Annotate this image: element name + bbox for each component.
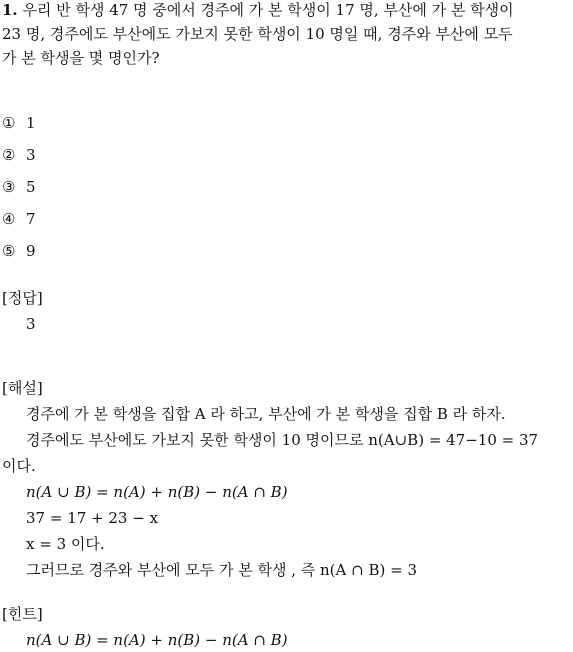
choice-2-mark: ② [2, 146, 16, 164]
choice-5-mark: ⑤ [2, 242, 16, 260]
choice-4-value: 7 [26, 210, 36, 228]
choice-1-value: 1 [26, 114, 36, 132]
choice-2[interactable] [2, 145, 36, 165]
choice-4-mark: ④ [2, 210, 16, 228]
choice-2-value: 3 [26, 146, 36, 164]
choice-1-mark: ① [2, 114, 16, 132]
explanation-label: [해설] [2, 379, 43, 397]
question-number: 1. [2, 1, 18, 19]
explanation-result: x = 3 이다. [26, 535, 105, 553]
choice-3-mark: ③ [2, 178, 16, 196]
choice-3[interactable] [2, 177, 36, 197]
choice-3-value: 5 [26, 178, 36, 196]
answer-value: 3 [26, 315, 36, 333]
explanation-equation: 37 = 17 + 23 − x [26, 509, 159, 527]
question-text-1: 우리 반 학생 47 명 중에서 경주에 가 본 학생이 17 명, 부산에 가 본 학생이 [17, 1, 514, 19]
hint-formula: n(A ∪ B) = n(A) + n(B) − n(A ∩ B) [26, 631, 288, 649]
answer-label: [정답] [2, 289, 43, 307]
choice-5[interactable] [2, 241, 36, 261]
explanation-line-2: 경주에도 부산에도 가보지 못한 학생이 10 명이므로 n(A∪B) = 47−10 = 37 [26, 431, 539, 449]
hint-label: [힌트] [2, 605, 43, 623]
explanation-formula: n(A ∪ B) = n(A) + n(B) − n(A ∩ B) [26, 483, 288, 501]
question-line-1 [2, 0, 514, 20]
explanation-line-1: 경주에 가 본 학생을 집합 A 라 하고, 부산에 가 본 학생을 집합 B 라 하자. [26, 405, 506, 423]
explanation-conclusion: 그러므로 경주와 부산에 모두 가 본 학생 , 즉 n(A ∩ B) = 3 [26, 561, 417, 579]
question-line-3: 가 본 학생을 몇 명인가? [2, 49, 160, 67]
explanation-line-3: 이다. [2, 457, 36, 475]
choice-1[interactable] [2, 113, 36, 133]
choice-4[interactable] [2, 209, 36, 229]
question-line-2: 23 명, 경주에도 부산에도 가보지 못한 학생이 10 명일 때, 경주와 부산에 모두 [2, 25, 513, 43]
choice-5-value: 9 [26, 242, 36, 260]
